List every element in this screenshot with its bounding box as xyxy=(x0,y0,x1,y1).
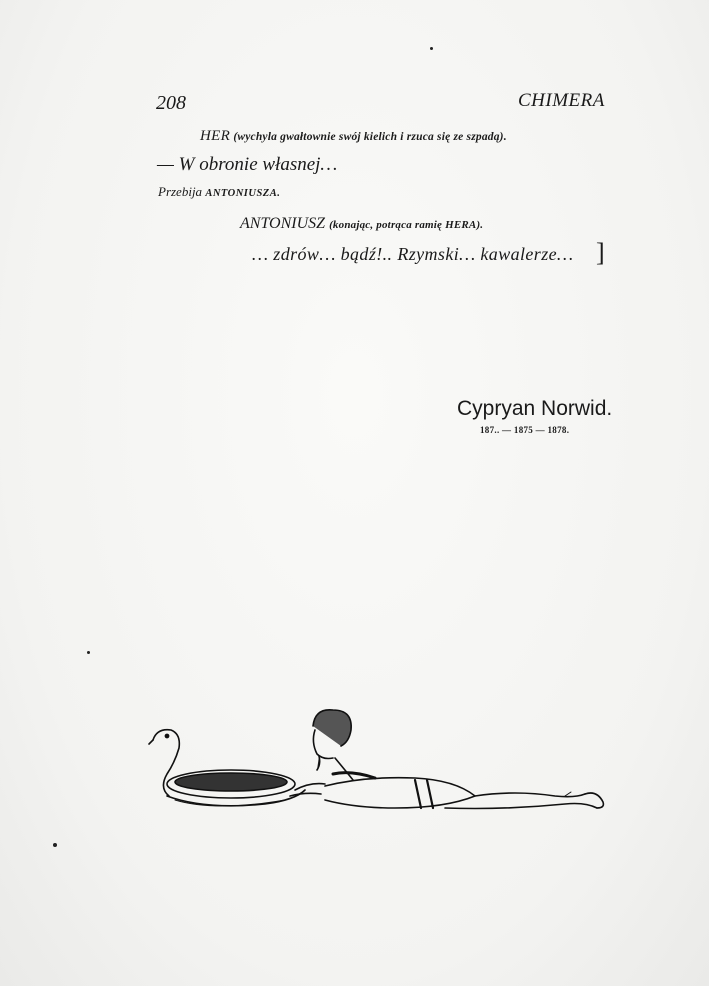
composition-dates: 187.. — 1875 — 1878. xyxy=(480,425,570,435)
stage-direction-her: (wychyla gwałtownie swój kielich i rzuca się ze szpadą). xyxy=(233,131,507,143)
stage-direction-pierce xyxy=(158,184,280,200)
running-head: CHIMERA xyxy=(518,90,605,111)
stage-line-her xyxy=(200,128,507,145)
author-signature: Cypryan Norwid. xyxy=(457,397,613,420)
stage-direction-antoniusz: (konając, potrąca ramię HERA). xyxy=(329,219,484,231)
stage-direction-verb: Przebija xyxy=(158,184,203,199)
stage-line-antoniusz xyxy=(240,215,483,233)
page-number: 208 xyxy=(156,92,186,114)
swimming-figure-with-swan-dish-icon xyxy=(145,700,615,830)
speaker-antoniusz: ANTONIUSZ xyxy=(240,215,326,232)
print-speck xyxy=(87,651,90,654)
dialogue-line-final: … zdrów… bądź!.. Rzymski… kawalerze… xyxy=(252,244,574,264)
print-speck xyxy=(430,47,433,50)
closing-bracket: ] xyxy=(596,238,605,267)
dialogue-line: — W obronie własnej… xyxy=(157,154,338,175)
stage-direction-name: ANTONIUSZA. xyxy=(205,188,281,199)
print-speck xyxy=(53,843,57,847)
speaker-her: HER xyxy=(200,128,231,144)
